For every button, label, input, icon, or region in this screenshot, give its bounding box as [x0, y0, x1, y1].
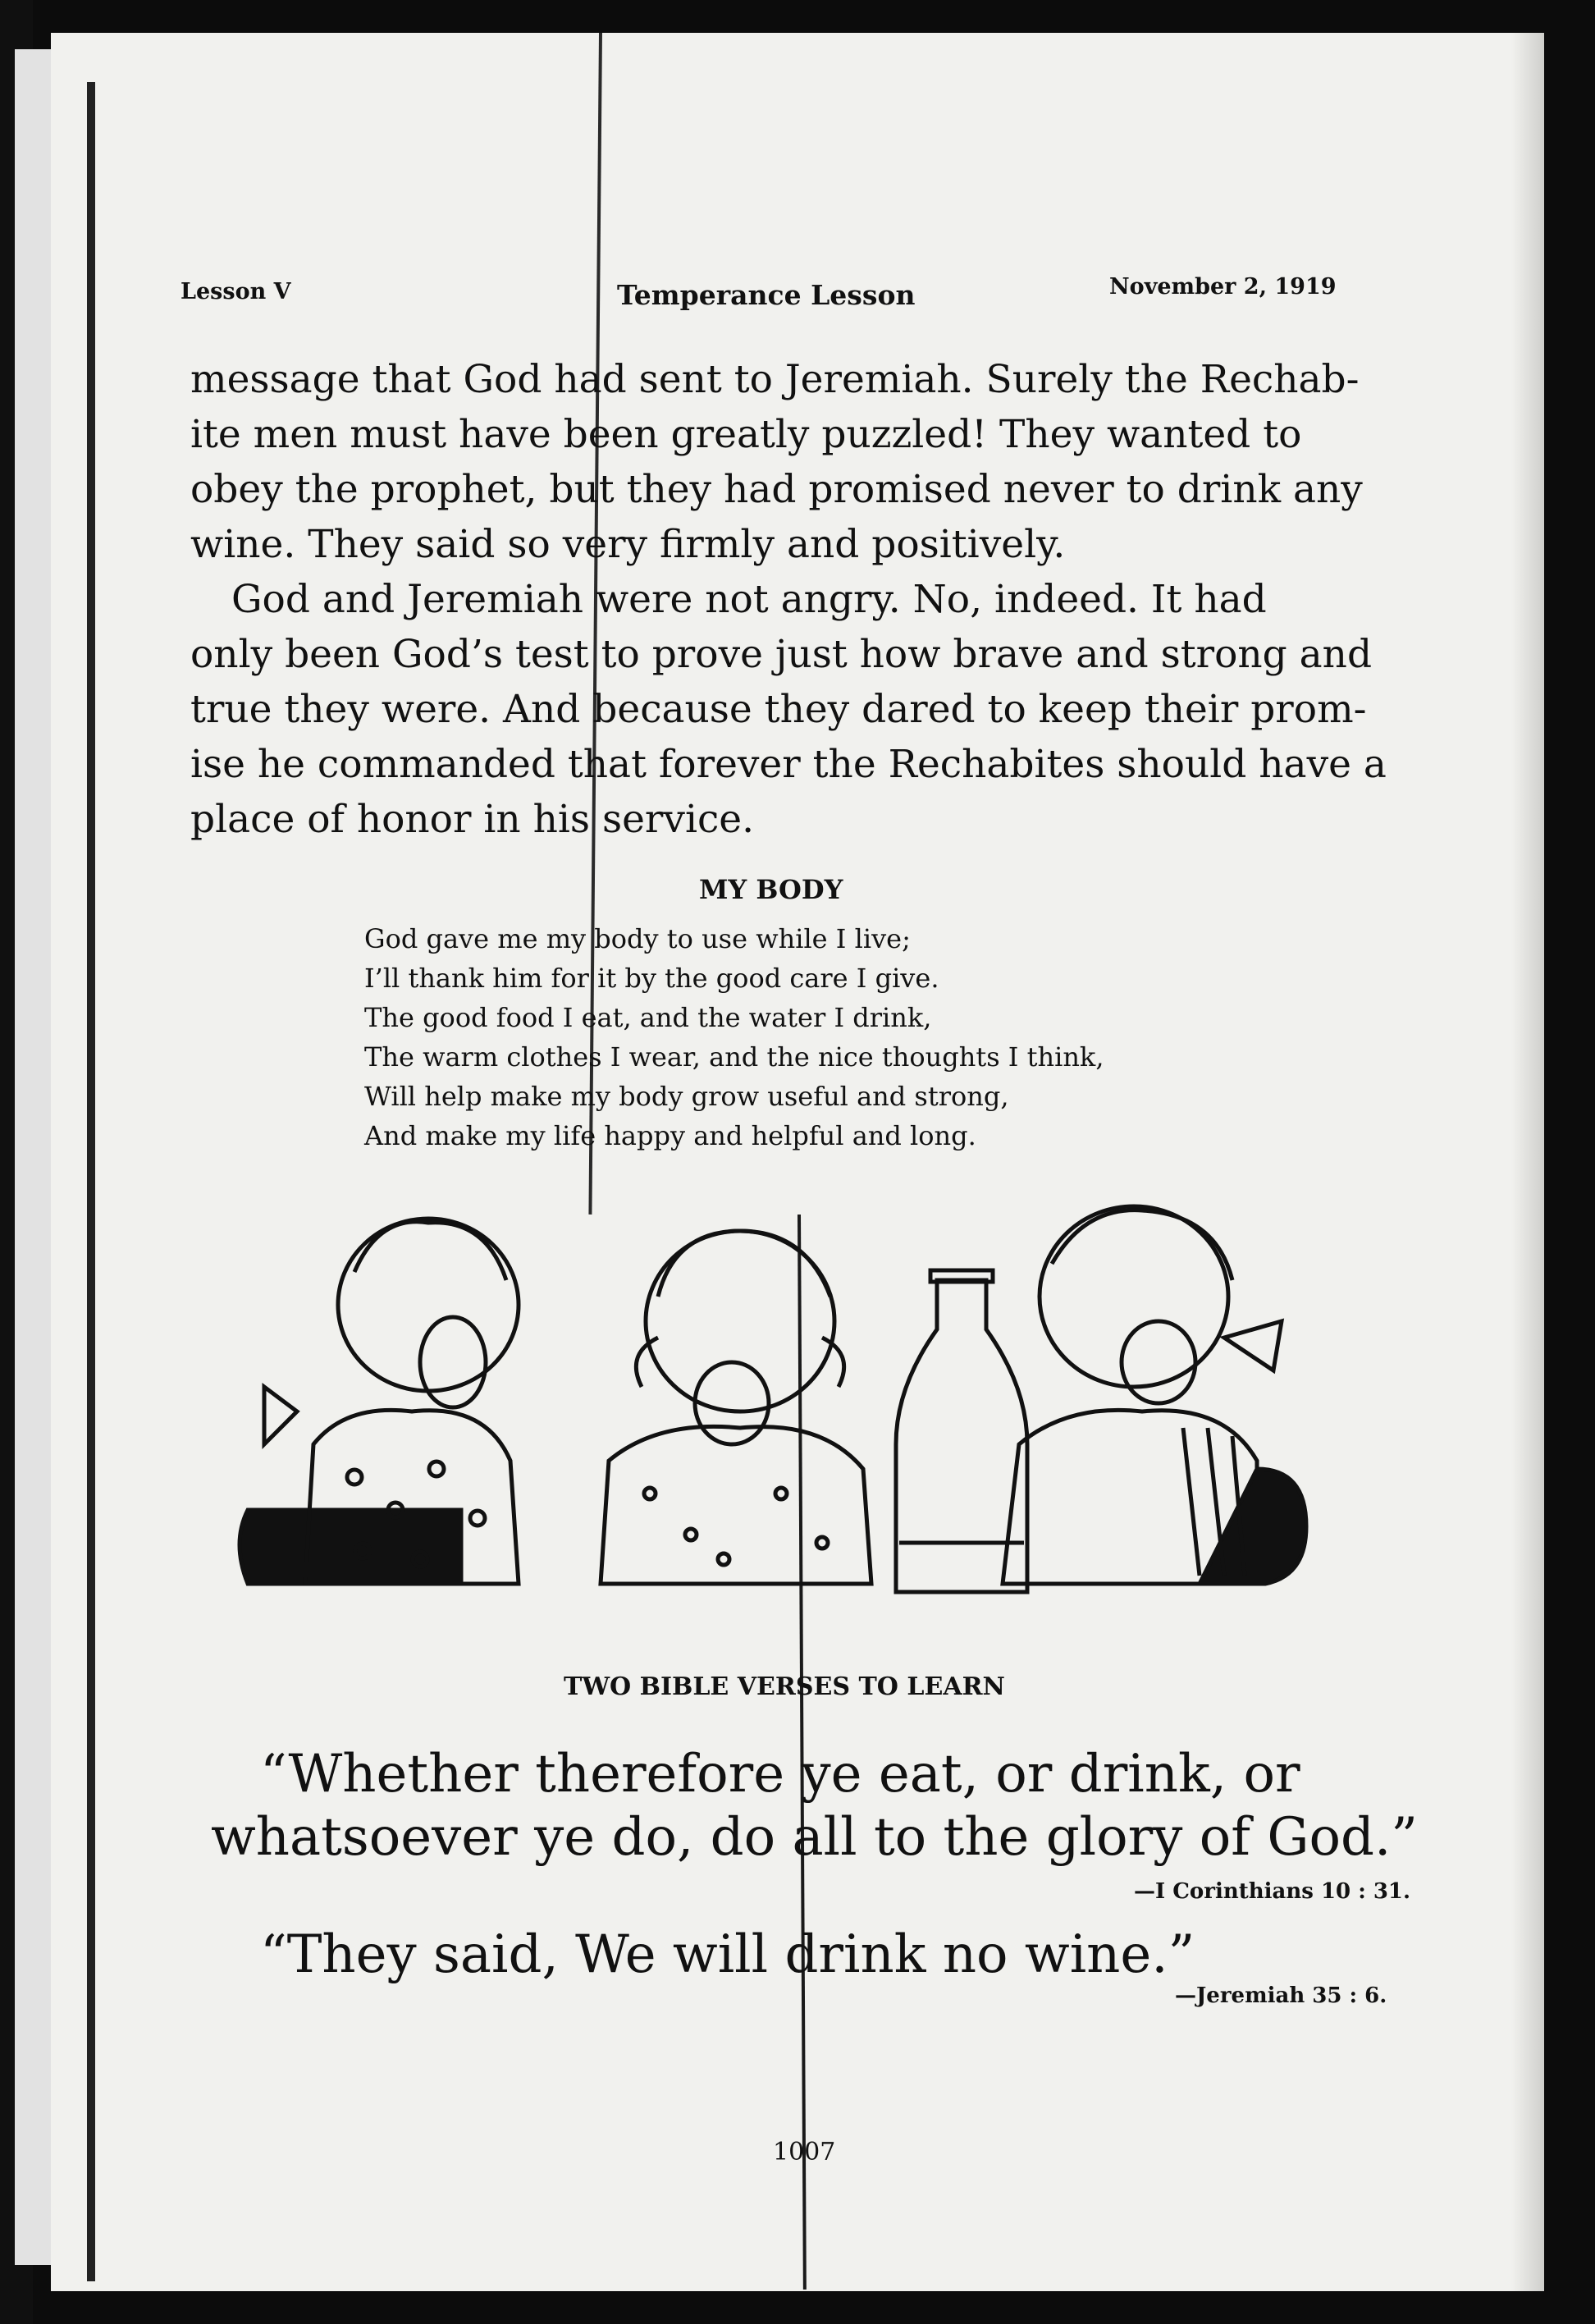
bible-verse-line: “Whether therefore ye eat, or drink, or	[260, 1744, 1300, 1805]
verse-citation: —Jeremiah 35 : 6.	[1175, 1983, 1387, 2008]
page-number: 1007	[773, 2138, 836, 2166]
poem-line: Will help make my body grow useful and strong,	[364, 1081, 1009, 1112]
body-text-line: God and Jeremiah were not angry. No, indeed. It had	[231, 577, 1267, 622]
verse-citation: —I Corinthians 10 : 31.	[1134, 1879, 1411, 1904]
poem-line: I’ll thank him for it by the good care I give.	[364, 963, 939, 994]
bible-verse-line: whatsoever ye do, do all to the glory of God.”	[211, 1807, 1418, 1868]
children-drinking-illustration	[215, 1198, 1462, 1625]
body-text-line: ite men must have been greatly puzzled! They wanted to	[190, 412, 1302, 457]
body-text-line: obey the prophet, but they had promised never to drink any	[190, 467, 1363, 512]
body-text-line: wine. They said so very firmly and positively.	[190, 522, 1066, 567]
body-text-line: ise he commanded that forever the Rechabites should have a	[190, 742, 1387, 787]
running-head-date: November 2, 1919	[1109, 274, 1337, 300]
body-text-line: true they were. And because they dared to keep their prom-	[190, 687, 1367, 732]
poem-line: And make my life happy and helpful and long.	[364, 1120, 976, 1151]
page-gutter-line	[87, 82, 95, 2281]
bible-verse-line: “They said, We will drink no wine.”	[260, 1924, 1195, 1985]
page-crease	[588, 33, 602, 1215]
page-edge-shadow	[1511, 33, 1544, 2291]
book-page	[51, 33, 1544, 2291]
verses-heading: TWO BIBLE VERSES TO LEARN	[564, 1672, 1005, 1701]
running-head-lesson: Lesson V	[181, 279, 291, 304]
body-text-line: only been God’s test to prove just how brave and strong and	[190, 632, 1373, 677]
poem-title: MY BODY	[699, 874, 843, 905]
poem-line: God gave me my body to use while I live;	[364, 923, 911, 954]
body-text-line: message that God had sent to Jeremiah. Surely the Rechab-	[190, 357, 1360, 402]
poem-line: The warm clothes I wear, and the nice thoughts I think,	[364, 1041, 1104, 1073]
facing-page-edge	[15, 49, 51, 2265]
running-head-title: Temperance Lesson	[617, 279, 916, 311]
body-text-line: place of honor in his service.	[190, 797, 755, 842]
poem-line: The good food I eat, and the water I drink,	[364, 1002, 932, 1033]
